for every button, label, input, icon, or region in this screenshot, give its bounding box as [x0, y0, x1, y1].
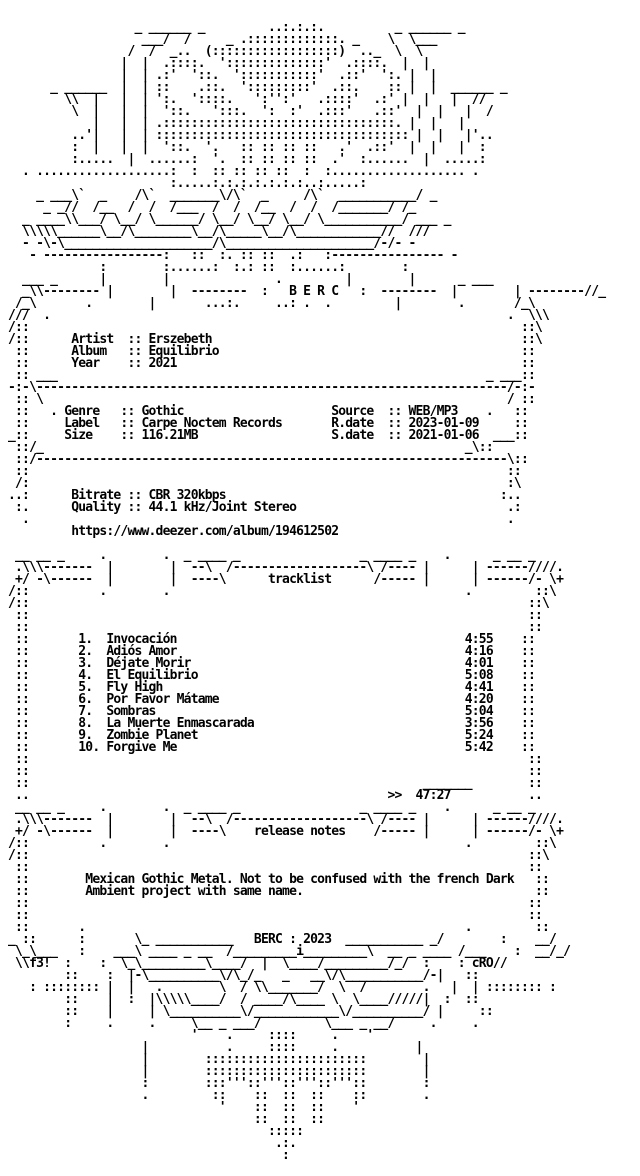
nfo-line: _ _// /__ / / /___ / / /__ / / /_______/ /_	[8, 200, 416, 215]
nfo-line: :: Album :: Equilibrio ::	[8, 344, 536, 359]
nfo-line: | | .:' '::. ':::::::::::' .::' ':. | |	[8, 68, 437, 83]
nfo-line: :: 1. Invocación 4:55 ::	[8, 632, 536, 647]
nfo-line: :: | : |\\\\\____/ / ____/\____ \ \____/////| : ::	[8, 992, 479, 1007]
nfo-line: :: ::	[8, 608, 543, 623]
nfo-line: :: 5. Fly High 4:41 ::	[8, 680, 536, 695]
nfo-line: -:-\-------------------------------------------------------------------/-:-	[8, 380, 536, 395]
nfo-line: /:: ::\	[8, 848, 550, 863]
nfo-line: :: ::	[8, 908, 543, 923]
nfo-line: ..'| | | :::::::::::::::::::::::::::::::::::: | | |'..	[8, 128, 493, 143]
nfo-line: _ ______ | | :: .::. ':::::::::' .::. :: | | ______ _	[8, 80, 507, 95]
nfo-line: :.....:.:.:.:.:.:.:..:.....:	[8, 176, 367, 191]
nfo-line: _ :: : \_ ___________ BERC : 2023 ___________ _/ : __/	[8, 932, 557, 947]
nfo-line: :: ::	[8, 896, 543, 911]
nfo-line: \\\\\______\__/\________\__/\_____\__/\____________// ///	[8, 224, 430, 239]
nfo-line: :: ::	[8, 860, 543, 875]
nfo-line: :: Label :: Carpe Noctem Records R.date :: 2023-01-09 ::	[8, 416, 528, 431]
nfo-line: ' :: :: :: '	[8, 1100, 360, 1115]
nfo-line: : :::'''::'''::'''::''':: :	[8, 1076, 430, 1091]
nfo-line: ___/ / _ .:::::::::::::. _ \ \___	[8, 32, 437, 47]
nfo-line: _:: Size :: 116.21MB S.date :: 2021-01-06 ___::	[8, 428, 528, 443]
nfo-line: .\\\------- | | --\ /-------------------\ /---- | | ------////.	[8, 560, 564, 575]
nfo-line: ___ _ | | . | | _ ___	[8, 272, 493, 287]
nfo-line: /// . . \\\	[8, 308, 550, 323]
nfo-line: /:: ::\	[8, 596, 550, 611]
nfo-line: :: Ambient project with same name. ::	[8, 884, 550, 899]
nfo-line: +/ -\------ | | ----\ tracklist /----- | | ------/- \+	[8, 572, 564, 587]
nfo-line: :: 4. El Equilibrio 5:08 ::	[8, 668, 536, 683]
nfo-line: :: _______ ::	[8, 776, 543, 791]
nfo-line: /:: ::\	[8, 320, 543, 335]
nfo-line: _ ______ _ ..:.:.:. _ ______ _	[8, 20, 465, 35]
nfo-line: :. Quality :: 44.1 kHz/Joint Stereo .:	[8, 500, 521, 515]
nfo-line: / / _.. (::::::::::::::::::) .._ \ \	[8, 44, 423, 59]
nfo-line: : . . \__ _ ___/ \___ _ __/ . .	[8, 1016, 479, 1031]
nfo-line: :: ::	[8, 620, 543, 635]
nfo-line: \ | | | '::. ':::. ': :' .:::' .::' | | | /	[8, 104, 493, 119]
nfo-line: - -\-\_____________________/\_____________________/-/- -	[8, 236, 416, 251]
nfo-line: - -----------------: :: :. :: :: .: :---------------- -	[8, 248, 458, 263]
nfo-line: :..... | ......: '. :: :: :: :: .' :...... | .....:	[8, 152, 486, 167]
nfo-line: . ...................: : :: :: :: :: : :................... .	[8, 164, 479, 179]
nfo-line: .. >> 47:27 ..	[8, 788, 543, 803]
nfo-line: /:: Artist :: Erszebeth ::\	[8, 332, 543, 347]
nfo-art-text	[8, 22, 605, 1162]
nfo-line: : :::::::: | | . \ / \\_______/ \ / . | | :::::::: :	[8, 980, 557, 995]
nfo-line: :: Year :: 2021 ::	[8, 356, 536, 371]
nfo-line: __ __ _ . . _ ____ _ _ ____ _ . _ __ _	[8, 548, 536, 563]
nfo-line: /:: . . . ::\	[8, 836, 557, 851]
nfo-line: :: \ / ::	[8, 392, 536, 407]
nfo-line: +/ -\------ | | ----\ release notes /----- | | ------/- \+	[8, 824, 564, 839]
nfo-line: :: ___ _ ___::	[8, 368, 536, 383]
nfo-line: /: :\	[8, 476, 521, 491]
nfo-line: | ::::::::::::::::::::::: |	[8, 1052, 430, 1067]
nfo-line: .:.	[8, 1136, 297, 1151]
nfo-line: :: 7. Sombras 5:04 ::	[8, 704, 536, 719]
nfo-line: :: 9. Zombie Planet 5:24 ::	[8, 728, 536, 743]
nfo-line: :: | | \__________\/____________\/__________/ | ::	[8, 1004, 493, 1019]
nfo-line: :: 6. Por Favor Mátame 4:20 ::	[8, 692, 536, 707]
nfo-line: | | | .:::::::::::::::::::::::::::::::::. | | |	[8, 116, 465, 131]
nfo-line: __ __ _ . . _ ____ _ _ ____ _ . _ __ _	[8, 800, 536, 815]
nfo-line: | | .::::. '::::::::::::::' .::::. | |	[8, 56, 430, 71]
nfo-line: \\ | | | ':. '::::. ':'':' .::::' .:' | | | //	[8, 92, 486, 107]
nfo-line: . .	[8, 512, 514, 527]
nfo-line: \\f3! : : \_\_________\____/ | \____/_________/_/ : : cRO//	[8, 956, 507, 971]
nfo-line: :::::	[8, 1124, 304, 1139]
nfo-line: :: ::	[8, 764, 543, 779]
nfo-line: /:: . . . ::\	[8, 584, 557, 599]
nfo-line: \_\___ : ___\ ____ _ __ /_________i_________\ __ _ ____ /___ : __/_/	[8, 944, 571, 959]
nfo-line: /_\ . | ...:. ..: . . | . /_\	[8, 296, 536, 311]
nfo-line: : | | | '::. '. :: :: :: :: .' .::' | | | :	[8, 140, 486, 155]
nfo-line: :: 10. Forgive Me 5:42 ::	[8, 740, 536, 755]
nfo-line: :: . Genre :: Gothic Source :: WEB/MP3 . ::	[8, 404, 528, 419]
nfo-line: | ::::::::::::::::::::::: |	[8, 1064, 430, 1079]
nfo-line: :: :: ::	[8, 1112, 325, 1127]
nfo-line: _ ____\\___/ \__/ \______/ \__/ \__/ \__/ \___________/ ___ _	[8, 212, 451, 227]
nfo-line: :: . . ::	[8, 920, 550, 935]
nfo-line: :: 8. La Muerte Enmascarada 3:56 ::	[8, 716, 536, 731]
nfo-line: :: ::	[8, 464, 521, 479]
nfo-line: . :: :: :: :: :: .	[8, 1088, 430, 1103]
nfo-line: :: ::	[8, 752, 543, 767]
nfo-line: _\\-------- | | -------- : B E R C : -------- | | --------//_	[8, 284, 606, 299]
nfo-line: : :......: :.: :: :......: :	[8, 260, 409, 275]
nfo-line: https://www.deezer.com/album/194612502	[8, 524, 339, 539]
nfo-line: ' . :::: . '	[8, 1028, 374, 1043]
nfo-line: :: 3. Déjate Morir 4:01 ::	[8, 656, 536, 671]
nfo-line: ::/_ _\::	[8, 440, 493, 455]
nfo-line: ..: Bitrate :: CBR 320kbps :..	[8, 488, 521, 503]
nfo-line: .\\\------- | | --\ /-------------------\ /---- | | ------////.	[8, 812, 564, 827]
nfo-line: :: 2. Adiós Amor 4:16 ::	[8, 644, 536, 659]
nfo-line: :: Mexican Gothic Metal. Not to be confused with the french Dark ::	[8, 872, 550, 887]
nfo-line: ::/-------------------------------------------------------------------\::	[8, 452, 528, 467]
nfo-line: _ ___\` _ /\` _______\/\` _ /\` ___________/ _	[8, 188, 437, 203]
nfo-line: :: : |-\__________\/\_/_ _ __\/\___________/-| ::	[8, 968, 479, 983]
nfo-line: :	[8, 1148, 290, 1163]
nfo-line: | . :::: . |	[8, 1040, 423, 1055]
